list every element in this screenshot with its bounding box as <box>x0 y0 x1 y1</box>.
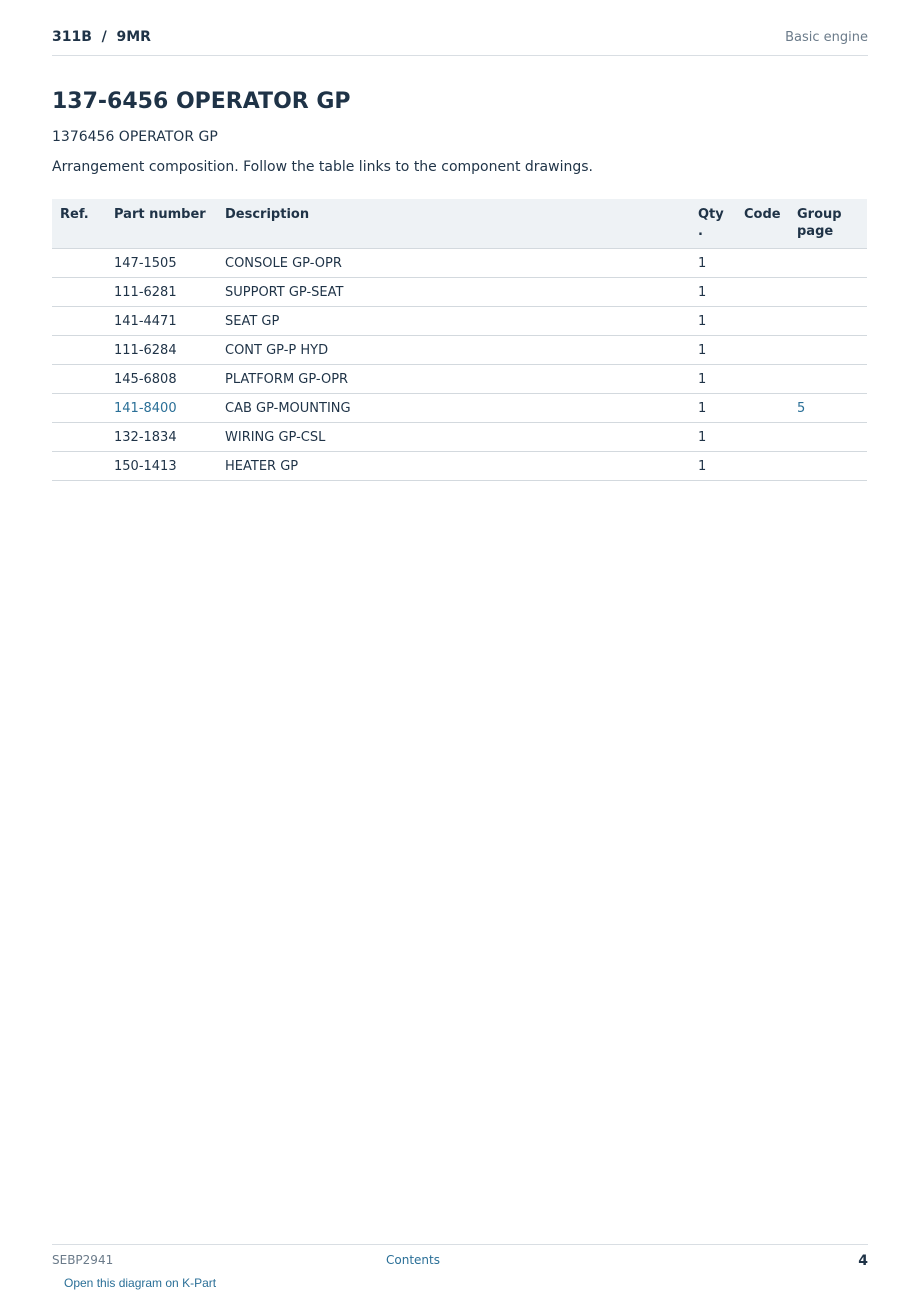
cell-group-page <box>797 307 867 336</box>
cell-qty: 1 <box>698 394 744 423</box>
cell-ref <box>52 394 114 423</box>
cell-code <box>744 452 797 481</box>
cell-description: PLATFORM GP-OPR <box>225 365 698 394</box>
cell-description: SEAT GP <box>225 307 698 336</box>
cell-ref <box>52 307 114 336</box>
table-row <box>52 307 867 336</box>
cell-description: WIRING GP-CSL <box>225 423 698 452</box>
cell-description: HEATER GP <box>225 452 698 481</box>
cell-ref <box>52 249 114 278</box>
cell-ref <box>52 278 114 307</box>
cell-description: CAB GP-MOUNTING <box>225 394 698 423</box>
cell-group-page <box>797 365 867 394</box>
cell-code <box>744 307 797 336</box>
cell-qty: 1 <box>698 307 744 336</box>
column-header-part-number: Part number <box>114 199 225 249</box>
cell-ref <box>52 452 114 481</box>
cell-ref <box>52 365 114 394</box>
cell-code <box>744 394 797 423</box>
cell-qty: 1 <box>698 452 744 481</box>
contents-link[interactable]: Contents <box>386 1253 440 1267</box>
page-title: 137-6456 OPERATOR GP <box>52 89 351 114</box>
cell-description: CONSOLE GP-OPR <box>225 249 698 278</box>
document-id: SEBP2941 <box>52 1253 114 1267</box>
cell-part-number: 111-6284 <box>114 336 225 365</box>
column-header-description: Description <box>225 199 698 249</box>
cell-part-number: 150-1413 <box>114 452 225 481</box>
column-header-ref: Ref. <box>52 199 114 249</box>
page-footer <box>52 1244 868 1271</box>
page-subtitle: 1376456 OPERATOR GP <box>52 129 218 145</box>
cell-qty: 1 <box>698 249 744 278</box>
cell-description: SUPPORT GP-SEAT <box>225 278 698 307</box>
column-header-qty: Qty . <box>698 199 744 249</box>
kpart-link[interactable]: Open this diagram on K-Part <box>64 1276 217 1290</box>
column-header-group-page: Group page <box>797 199 867 249</box>
cell-part-number: 147-1505 <box>114 249 225 278</box>
cell-part-number: 145-6808 <box>114 365 225 394</box>
model-label: 311B / 9MR <box>52 29 151 45</box>
page-number: 4 <box>858 1253 868 1269</box>
parts-table <box>52 199 867 481</box>
table-row <box>52 365 867 394</box>
table-header-row <box>52 199 867 249</box>
table-row <box>52 336 867 365</box>
cell-qty: 1 <box>698 278 744 307</box>
cell-code <box>744 336 797 365</box>
cell-qty: 1 <box>698 423 744 452</box>
cell-group-page-link[interactable]: 5 <box>797 394 867 423</box>
table-row <box>52 249 867 278</box>
cell-code <box>744 278 797 307</box>
cell-qty: 1 <box>698 365 744 394</box>
cell-description: CONT GP-P HYD <box>225 336 698 365</box>
table-row <box>52 423 867 452</box>
table-row <box>52 452 867 481</box>
cell-ref <box>52 423 114 452</box>
cell-qty: 1 <box>698 336 744 365</box>
table-row <box>52 394 867 423</box>
cell-group-page <box>797 278 867 307</box>
cell-group-page <box>797 249 867 278</box>
cell-part-number-link[interactable]: 141-8400 <box>114 394 225 423</box>
intro-text: Arrangement composition. Follow the table links to the component drawings. <box>52 159 593 175</box>
cell-group-page <box>797 452 867 481</box>
table-row <box>52 278 867 307</box>
cell-group-page <box>797 336 867 365</box>
section-label: Basic engine <box>785 30 868 45</box>
column-header-code: Code <box>744 199 797 249</box>
page-header <box>52 28 868 56</box>
cell-ref <box>52 336 114 365</box>
cell-code <box>744 249 797 278</box>
cell-part-number: 111-6281 <box>114 278 225 307</box>
cell-code <box>744 365 797 394</box>
cell-code <box>744 423 797 452</box>
cell-part-number: 141-4471 <box>114 307 225 336</box>
cell-part-number: 132-1834 <box>114 423 225 452</box>
cell-group-page <box>797 423 867 452</box>
